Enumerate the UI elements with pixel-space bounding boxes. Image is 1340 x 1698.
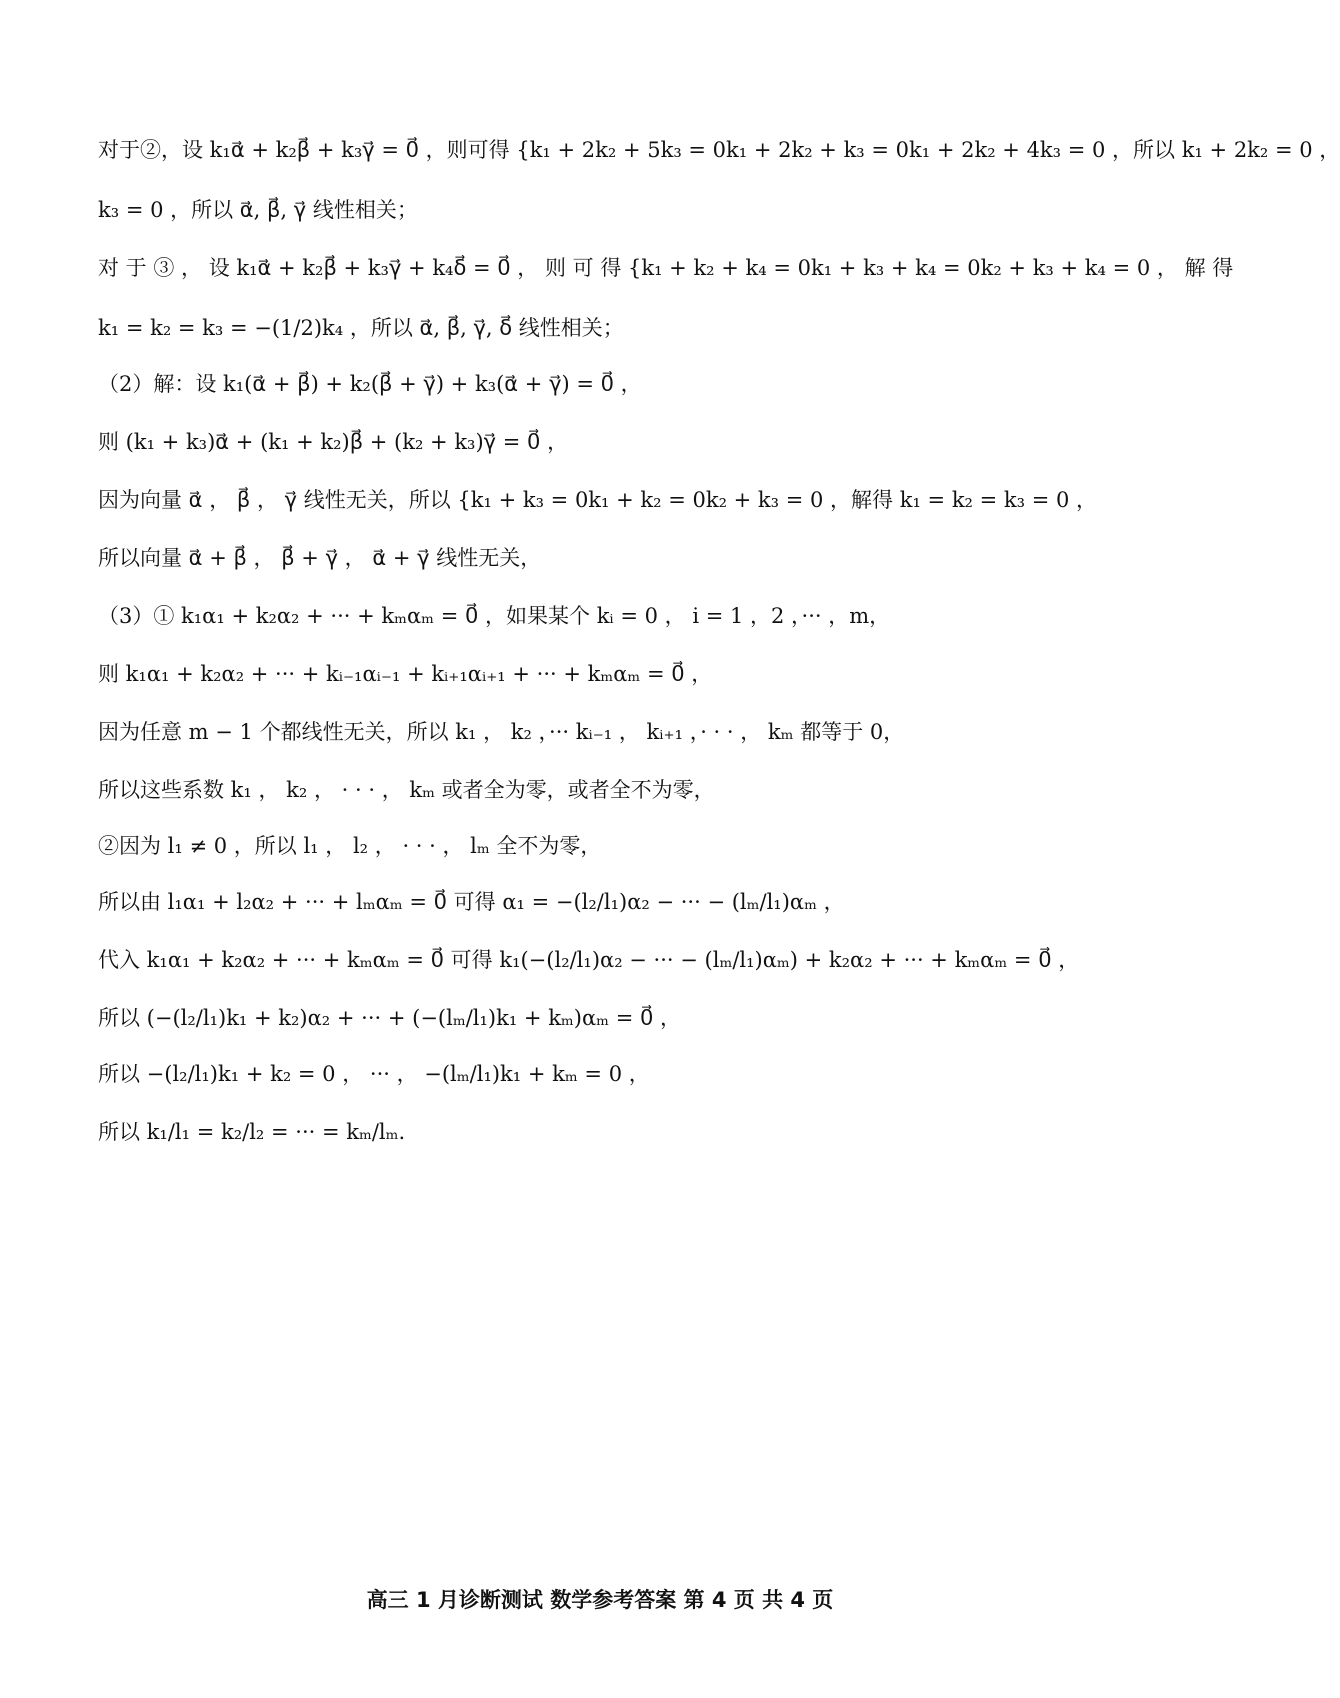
text-line: 则 (k₁ + k₃)α⃗ + (k₁ + k₂)β⃗ + (k₂ + k₃)γ⃗ = 0⃗ ，: [98, 430, 569, 454]
text-line: 因为向量 α⃗ ， β⃗ ， γ⃗ 线性无关，所以 {k₁ + k₃ = 0k₁ + k₂ = 0k₂ + k₃ = 0 ，解得 k₁ = k₂ = k₃ = 0 ，: [98, 488, 1098, 512]
text-line: ②因为 l₁ ≠ 0 ，所以 l₁ ， l₂ ， · · · ， lₘ 全不为零，: [98, 834, 602, 858]
text-line: 所以 −(l₂/l₁)k₁ + k₂ = 0 ， ··· ， −(lₘ/l₁)k₁ + kₘ = 0 ，: [98, 1062, 650, 1086]
text-line: k₃ = 0 ，所以 α⃗, β⃗, γ⃗ 线性相关；: [98, 198, 418, 222]
text-line: （2）解：设 k₁(α⃗ + β⃗) + k₂(β⃗ + γ⃗) + k₃(α⃗ + γ⃗) = 0⃗ ，: [98, 372, 642, 396]
text-line: 代入 k₁α₁ + k₂α₂ + ··· + kₘαₘ = 0⃗ 可得 k₁(−(l₂/l₁)α₂ − ··· − (lₘ/l₁)αₘ) + k₂α₂ + ··· + kₘαₘ = 0⃗ ，: [98, 948, 1080, 972]
text-line: k₁ = k₂ = k₃ = −(1/2)k₄ ，所以 α⃗, β⃗, γ⃗, δ⃗ 线性相关；: [98, 316, 624, 340]
text-line: 因为任意 m − 1 个都线性无关，所以 k₁ ， k₂ ，··· kᵢ₋₁ ， kᵢ₊₁ ，· · · ， kₘ 都等于 0，: [98, 720, 905, 744]
text-line: 所以这些系数 k₁ ， k₂ ， · · · ， kₘ 或者全为零，或者全不为零，: [98, 778, 715, 802]
text-line: 则 k₁α₁ + k₂α₂ + ··· + kᵢ₋₁αᵢ₋₁ + kᵢ₊₁αᵢ₊₁ + ··· + kₘαₘ = 0⃗ ，: [98, 662, 713, 686]
text-line: （3）① k₁α₁ + k₂α₂ + ··· + kₘαₘ = 0⃗ ，如果某个 kᵢ = 0 ， i = 1 ，2 ，··· ，m，: [98, 604, 891, 628]
page-footer: 高三 1 月诊断测试 数学参考答案 第 4 页 共 4 页: [366, 1588, 834, 1612]
text-line: 对 于 ③ ， 设 k₁α⃗ + k₂β⃗ + k₃γ⃗ + k₄δ⃗ = 0⃗ ， 则 可 得 {k₁ + k₂ + k₄ = 0k₁ + k₃ + k₄ = 0k₂ + k₃ + k₄ = 0 ， 解 得: [98, 256, 1234, 280]
text-line: 所以 (−(l₂/l₁)k₁ + k₂)α₂ + ··· + (−(lₘ/l₁)k₁ + kₘ)αₘ = 0⃗ ，: [98, 1006, 682, 1030]
text-line: 所以向量 α⃗ + β⃗ ， β⃗ + γ⃗ ， α⃗ + γ⃗ 线性无关，: [98, 546, 542, 570]
text-line: 所以由 l₁α₁ + l₂α₂ + ··· + lₘαₘ = 0⃗ 可得 α₁ = −(l₂/l₁)α₂ − ··· − (lₘ/l₁)αₘ ，: [98, 890, 845, 914]
text-line: 对于②，设 k₁α⃗ + k₂β⃗ + k₃γ⃗ = 0⃗ ，则可得 {k₁ + 2k₂ + 5k₃ = 0k₁ + 2k₂ + k₃ = 0k₁ + 2k₂ + 4k₃ = 0 ，所以 k₁ + 2k₂ = 0 ，: [98, 138, 1340, 162]
text-line: 所以 k₁/l₁ = k₂/l₂ = ··· = kₘ/lₘ.: [98, 1120, 406, 1144]
